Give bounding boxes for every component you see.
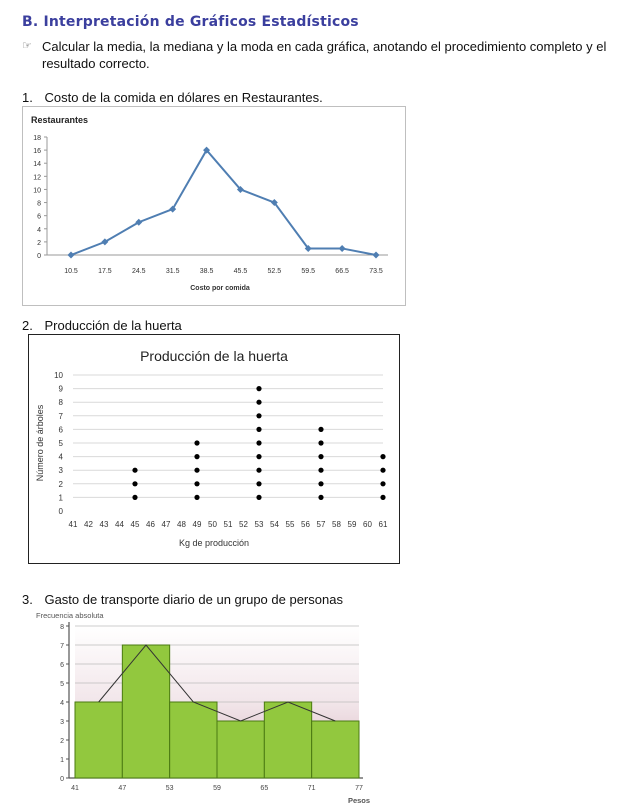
x-tick-label: 45 [130,520,140,529]
data-point [256,481,261,486]
x-tick-label: 42 [84,520,93,529]
data-point [256,468,261,473]
y-tick-label: 8 [58,398,63,408]
x-tick-label: 24.5 [131,268,146,275]
histogram-bar [75,702,122,778]
x-tick-label: 71 [307,785,316,792]
x-axis-label: Pesos [347,796,371,805]
question-1 [22,90,323,105]
y-tick-label: 3 [58,466,63,476]
y-tick-label: 2 [58,479,63,489]
data-point [256,440,261,445]
x-tick-label: 44 [115,520,124,529]
question-number: 3. [22,592,33,607]
question-2 [22,318,182,333]
data-point [194,468,199,473]
x-tick-label: 59 [347,520,357,529]
pointing-hand-icon: ☞ [22,40,32,52]
chart-huerta [28,334,400,564]
x-tick-label: 38.5 [199,268,214,275]
histogram-bar [217,721,264,778]
x-tick-label: 56 [301,520,310,529]
y-tick-label: 18 [33,135,41,142]
x-tick-label: 55 [285,520,295,529]
question-text: Gasto de transporte diario de un grupo de personas [44,592,343,607]
chart-title: Producción de la huerta [140,348,288,364]
x-tick-label: 17.5 [98,268,112,275]
x-tick-label: 48 [177,520,186,529]
data-point [256,400,261,405]
x-axis-label: Costo por comida [190,285,250,292]
data-point [256,413,261,418]
data-point [380,454,385,459]
x-tick-label: 77 [355,785,363,792]
x-tick-label: 59 [213,785,221,792]
y-tick-label: 4 [60,700,64,707]
y-tick-label: 14 [33,161,41,169]
y-tick-label: 1 [60,757,64,764]
x-tick-label: 58 [332,520,341,529]
x-tick-label: 51 [223,520,233,529]
chart-transporte-svg [28,606,388,806]
data-point [132,495,137,500]
data-point [194,481,199,486]
x-tick-label: 31.5 [165,268,180,275]
y-tick-label: 7 [58,411,63,421]
data-point [256,386,261,391]
x-tick-label: 50 [208,520,217,529]
data-point [380,468,385,473]
data-point [318,427,323,432]
chart-restaurantes [22,106,406,306]
data-point [256,454,261,459]
y-axis-label: Frecuencia absoluta [36,611,104,620]
data-point [373,252,380,259]
data-point [380,481,385,486]
x-tick-label: 61 [378,520,388,529]
data-point [194,454,199,459]
x-tick-label: 60 [363,520,372,529]
x-tick-label: 65 [260,785,269,792]
y-tick-label: 16 [33,148,41,156]
data-point [194,440,199,445]
chart-title: Restaurantes [31,115,89,125]
question-text: Producción de la huerta [44,318,182,333]
x-tick-label: 53 [165,785,174,792]
chart-transporte [28,606,388,806]
x-tick-label: 46 [146,520,155,529]
x-tick-label: 47 [161,520,171,529]
histogram-bar [312,721,359,778]
y-tick-label: 4 [58,452,63,462]
y-tick-label: 8 [37,200,41,208]
question-3 [22,592,343,607]
data-point [68,252,75,259]
question-number: 2. [22,318,33,333]
x-tick-label: 45.5 [233,268,248,275]
x-tick-label: 43 [99,520,109,529]
y-tick-label: 12 [33,174,41,182]
y-tick-label: 0 [60,776,64,783]
data-point [194,495,199,500]
x-tick-label: 10.5 [64,268,78,275]
data-point [318,495,323,500]
chart-huerta-svg [29,335,399,563]
x-tick-label: 49 [192,520,202,529]
x-tick-label: 52 [239,520,248,529]
data-point [339,245,346,252]
section-title: B. Interpretación de Gráficos Estadísticos [22,14,359,30]
y-tick-label: 4 [37,226,41,234]
x-tick-label: 41 [71,785,79,792]
chart-restaurantes-svg [23,107,405,305]
y-tick-label: 6 [58,425,63,435]
data-point [256,427,261,432]
x-tick-label: 73.5 [369,268,383,275]
data-point [256,495,261,500]
data-point [132,481,137,486]
y-tick-label: 9 [58,384,63,394]
y-tick-label: 0 [58,507,63,516]
data-point [132,468,137,473]
y-tick-label: 8 [60,624,64,631]
y-tick-label: 3 [60,719,64,726]
x-tick-label: 52.5 [267,268,282,275]
y-tick-label: 5 [58,439,63,448]
y-tick-label: 7 [60,643,64,650]
y-tick-label: 5 [60,681,64,688]
y-tick-label: 10 [33,187,41,195]
data-point [380,495,385,500]
y-tick-label: 10 [54,371,63,380]
x-tick-label: 66.5 [335,268,349,275]
x-axis-label: Kg de producción [178,538,250,548]
x-tick-label: 53 [254,520,264,529]
y-tick-label: 6 [37,213,41,221]
data-point [318,454,323,459]
series-line [71,150,376,255]
y-tick-label: 6 [60,662,64,669]
data-point [318,440,323,445]
y-axis-label: Número de árboles [35,404,45,482]
x-tick-label: 54 [270,520,279,529]
instruction-text: Calcular la media, la mediana y la moda en cada gráfica, anotando el procedimiento completo y el resultado correcto. [42,39,607,71]
question-text: Costo de la comida en dólares en Restaurantes. [44,90,323,105]
x-tick-label: 57 [316,520,326,529]
instruction [22,38,617,72]
data-point [318,481,323,486]
x-tick-label: 59.5 [301,268,316,275]
x-tick-label: 41 [68,520,78,529]
question-number: 1. [22,90,33,105]
y-tick-label: 0 [37,253,41,260]
data-point [318,468,323,473]
x-tick-label: 47 [118,785,127,792]
histogram-bar [264,702,311,778]
y-tick-label: 2 [60,738,64,745]
y-tick-label: 2 [37,239,41,247]
histogram-bar [170,702,217,778]
y-tick-label: 1 [58,493,63,503]
